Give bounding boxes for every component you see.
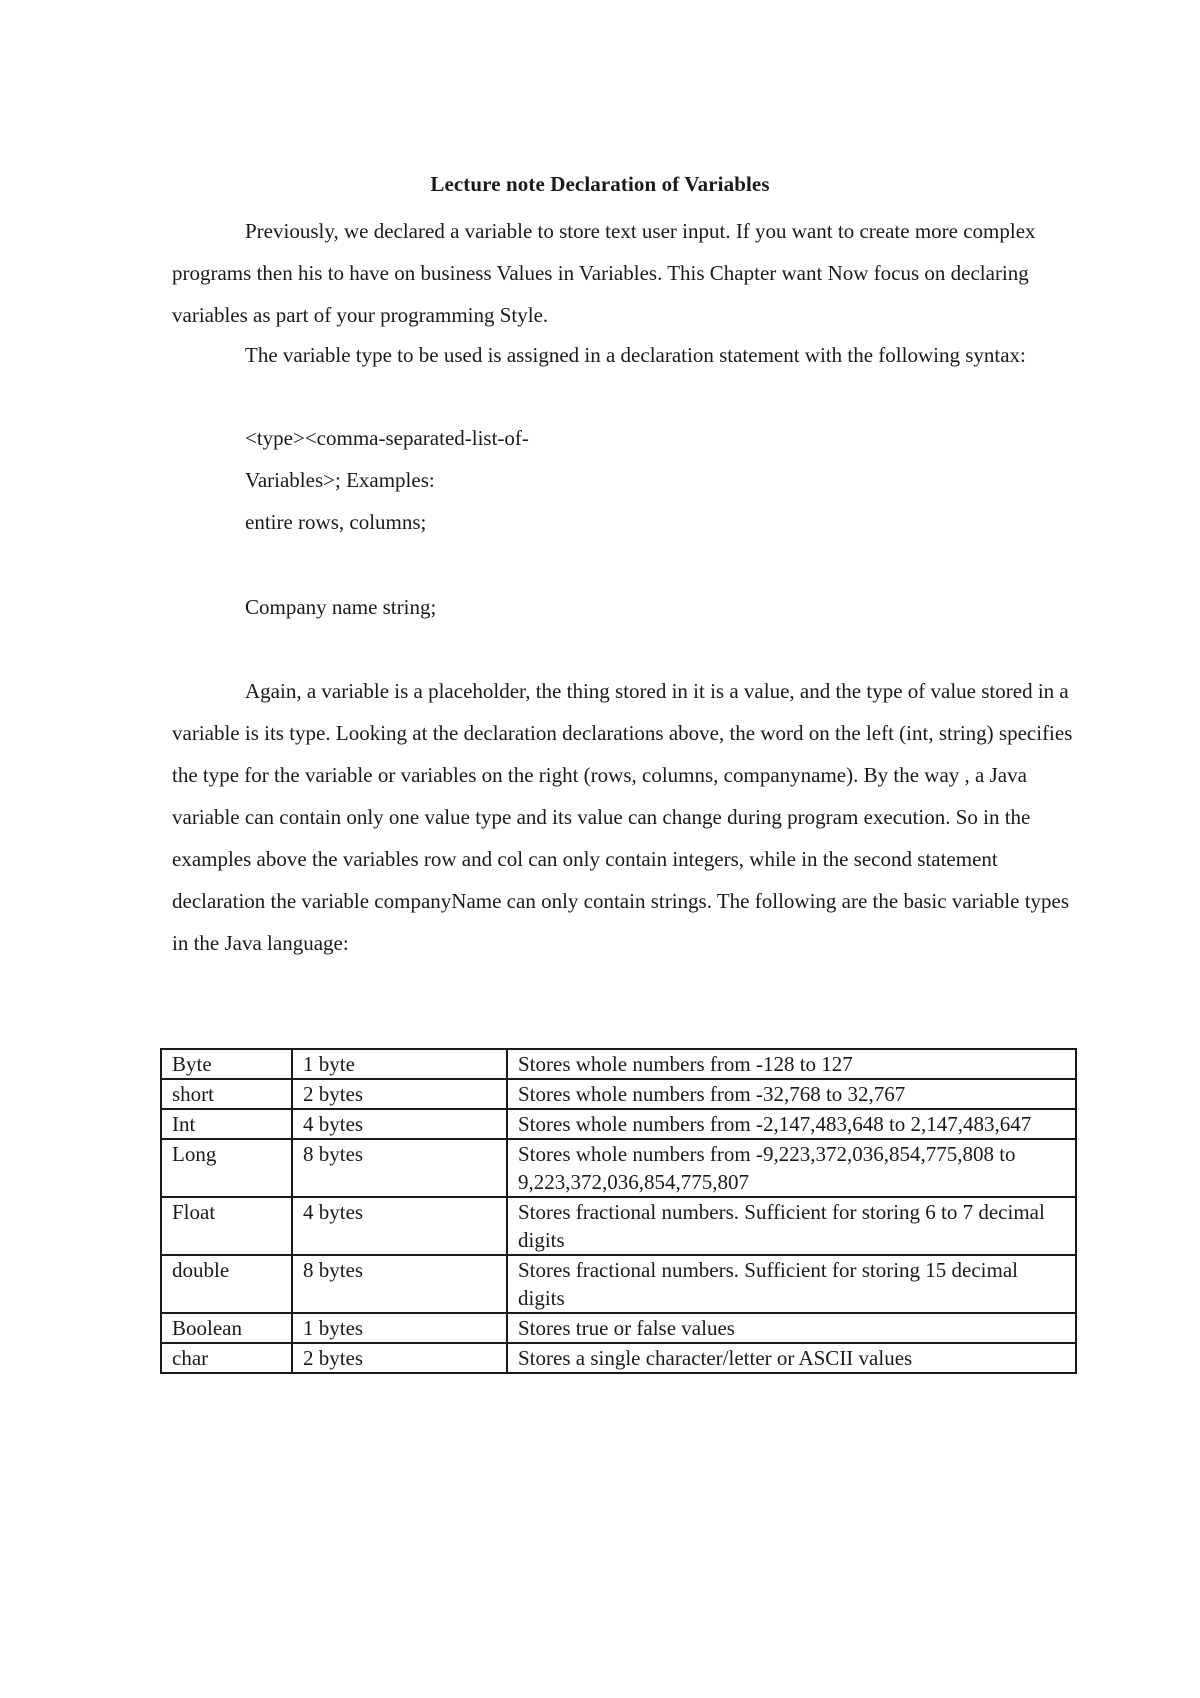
table-row [161, 1197, 1076, 1255]
type-cell: short [161, 1079, 292, 1109]
description-cell: Stores whole numbers from -32,768 to 32,767 [507, 1079, 1076, 1109]
paragraph-intro: Previously, we declared a variable to store text user input. If you want to create more complex programs then his to have on business Values in Variables. This Chapter want Now focus on declaring variables as part of your programming Style. [172, 219, 1036, 327]
syntax-line-1: <type><comma-separated-list-of- [245, 426, 529, 450]
variable-types-table [160, 1048, 1077, 1374]
type-cell: Long [161, 1139, 292, 1197]
type-cell: double [161, 1255, 292, 1313]
table-row [161, 1139, 1076, 1197]
description-cell: Stores fractional numbers. Sufficient for storing 6 to 7 decimal digits [507, 1197, 1076, 1255]
table-row [161, 1255, 1076, 1313]
size-cell: 8 bytes [292, 1139, 507, 1197]
table-row [161, 1049, 1076, 1079]
document-title: Lecture note Declaration of Variables [430, 172, 770, 196]
description-cell: Stores true or false values [507, 1313, 1076, 1343]
table-row [161, 1079, 1076, 1109]
type-cell: Float [161, 1197, 292, 1255]
size-cell: 1 byte [292, 1049, 507, 1079]
type-cell: Int [161, 1109, 292, 1139]
type-cell: char [161, 1343, 292, 1373]
size-cell: 8 bytes [292, 1255, 507, 1313]
paragraph-explanation: Again, a variable is a placeholder, the thing stored in it is a value, and the type of value stored in a variable is its type. Looking at the declaration declarations above, the word on the left (int, string) specifies the type for the variable or variables on the right (rows, columns, companyname). By the way , a Java variable can contain only one value type and its value can change during program execution. So in the examples above the variables row and col can only contain integers, while in the second statement declaration the variable companyName can only contain strings. The following are the basic variable types in the Java language: [172, 679, 1073, 955]
description-cell: Stores fractional numbers. Sufficient for storing 15 decimal digits [507, 1255, 1076, 1313]
example-line-2: Company name string; [245, 595, 437, 619]
description-cell: Stores whole numbers from -2,147,483,648 to 2,147,483,647 [507, 1109, 1076, 1139]
size-cell: 2 bytes [292, 1079, 507, 1109]
table-row [161, 1343, 1076, 1373]
description-cell: Stores whole numbers from -128 to 127 [507, 1049, 1076, 1079]
example-line-1: entire rows, columns; [245, 510, 427, 534]
size-cell: 2 bytes [292, 1343, 507, 1373]
table-row [161, 1313, 1076, 1343]
type-cell: Byte [161, 1049, 292, 1079]
type-cell: Boolean [161, 1313, 292, 1343]
description-cell: Stores a single character/letter or ASCII values [507, 1343, 1076, 1373]
size-cell: 1 bytes [292, 1313, 507, 1343]
description-cell: Stores whole numbers from -9,223,372,036,854,775,808 to 9,223,372,036,854,775,807 [507, 1139, 1076, 1197]
size-cell: 4 bytes [292, 1197, 507, 1255]
paragraph-syntax-intro: The variable type to be used is assigned in a declaration statement with the following syntax: [245, 343, 1026, 367]
syntax-line-2: Variables>; Examples: [245, 468, 435, 492]
size-cell: 4 bytes [292, 1109, 507, 1139]
variable-types-table-body [161, 1049, 1076, 1373]
table-row [161, 1109, 1076, 1139]
